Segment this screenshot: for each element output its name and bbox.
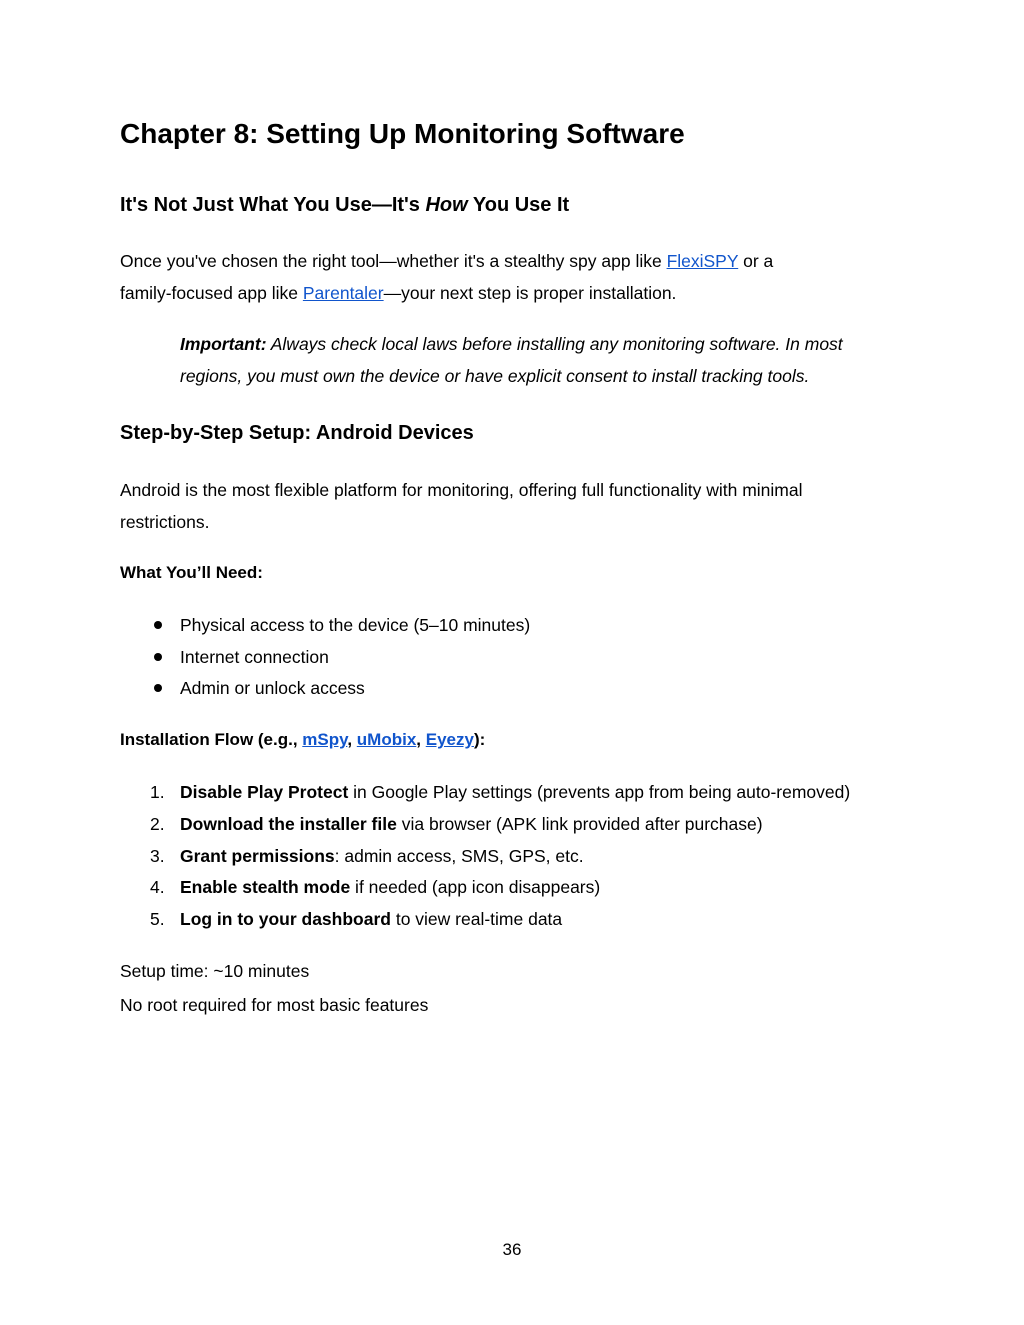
important-callout <box>180 328 920 392</box>
step-number: 3. <box>150 846 165 866</box>
step-number: 1. <box>150 782 165 802</box>
intro-text: family-focused app like <box>120 283 303 303</box>
step-detail: if needed (app icon disappears) <box>350 877 601 897</box>
callout-line-2: regions, you must own the device or have explicit consent to install tracking tools. <box>180 366 810 386</box>
heading-text-emphasis: How <box>425 194 468 216</box>
step-item <box>120 871 920 903</box>
flow-separator: , <box>416 730 426 749</box>
step-text <box>180 808 763 840</box>
step-detail: : admin access, SMS, GPS, etc. <box>334 846 584 866</box>
step-detail: to view real-time data <box>390 909 563 929</box>
callout-text: Always check local laws before installing any monitoring software. In most <box>266 334 843 354</box>
flow-separator: , <box>347 730 357 749</box>
step-number: 5. <box>150 909 165 929</box>
page-number: 36 <box>502 1240 522 1259</box>
step-detail: via browser (APK link provided after purchase) <box>396 814 763 834</box>
step-detail: in Google Play settings (prevents app from being auto-removed) <box>348 782 851 802</box>
list-item <box>120 641 920 673</box>
step-number: 2. <box>150 814 165 834</box>
list-item-text: Physical access to the device (5–10 minutes) <box>180 615 531 635</box>
intro-text: or a <box>738 251 774 271</box>
step-item <box>120 776 920 808</box>
intro-text: Once you've chosen the right tool—whether it's a stealthy spy app like <box>120 251 667 271</box>
intro-paragraph <box>120 245 920 309</box>
step-action: Log in to your dashboard <box>180 909 391 929</box>
parentaler-link[interactable]: Parentaler <box>302 283 384 303</box>
step-action: Disable Play Protect <box>180 782 349 802</box>
step-text <box>180 903 562 935</box>
step-text <box>180 840 584 872</box>
umobix-link[interactable]: uMobix <box>356 730 417 749</box>
eyezy-link[interactable]: Eyezy <box>425 730 474 749</box>
bullet-icon <box>154 653 162 661</box>
step-item <box>120 903 920 935</box>
step-item <box>120 840 920 872</box>
flow-label-text: ): <box>473 730 486 749</box>
setup-time: Setup time: ~10 minutes <box>120 961 310 981</box>
list-item <box>120 672 920 704</box>
flexispy-link[interactable]: FlexiSPY <box>666 251 739 271</box>
list-item-text: Admin or unlock access <box>180 678 365 698</box>
section-heading-android: Step-by-Step Setup: Android Devices <box>120 422 474 444</box>
step-action: Enable stealth mode <box>180 877 351 897</box>
intro-text: —your next step is proper installation. <box>383 283 677 303</box>
heading-text-before: It's Not Just What You Use—It's <box>120 194 426 216</box>
section-heading-usage <box>120 194 569 217</box>
bullet-icon <box>154 621 162 629</box>
mspy-link[interactable]: mSpy <box>302 730 348 749</box>
heading-text-after: You Use It <box>467 194 570 216</box>
android-line-1: Android is the most flexible platform for monitoring, offering full functionality with minimal <box>120 480 803 500</box>
step-text <box>180 871 600 903</box>
root-note: No root required for most basic features <box>120 995 429 1015</box>
installation-flow-label <box>120 730 485 750</box>
step-item <box>120 808 920 840</box>
step-action: Grant permissions <box>180 846 335 866</box>
bullet-icon <box>154 684 162 692</box>
step-action: Download the installer file <box>180 814 397 834</box>
chapter-title: Chapter 8: Setting Up Monitoring Software <box>120 118 685 149</box>
step-text <box>180 776 850 808</box>
android-paragraph <box>120 474 920 538</box>
needs-label: What You’ll Need: <box>120 563 263 582</box>
android-line-2: restrictions. <box>120 512 210 532</box>
callout-label: Important: <box>180 334 267 354</box>
callout-line-1 <box>180 328 920 360</box>
intro-line-1 <box>120 245 920 277</box>
list-item <box>120 609 920 641</box>
flow-label-text: Installation Flow (e.g., <box>120 730 303 749</box>
list-item-text: Internet connection <box>180 647 329 667</box>
step-number: 4. <box>150 877 165 897</box>
intro-line-2 <box>120 277 920 309</box>
